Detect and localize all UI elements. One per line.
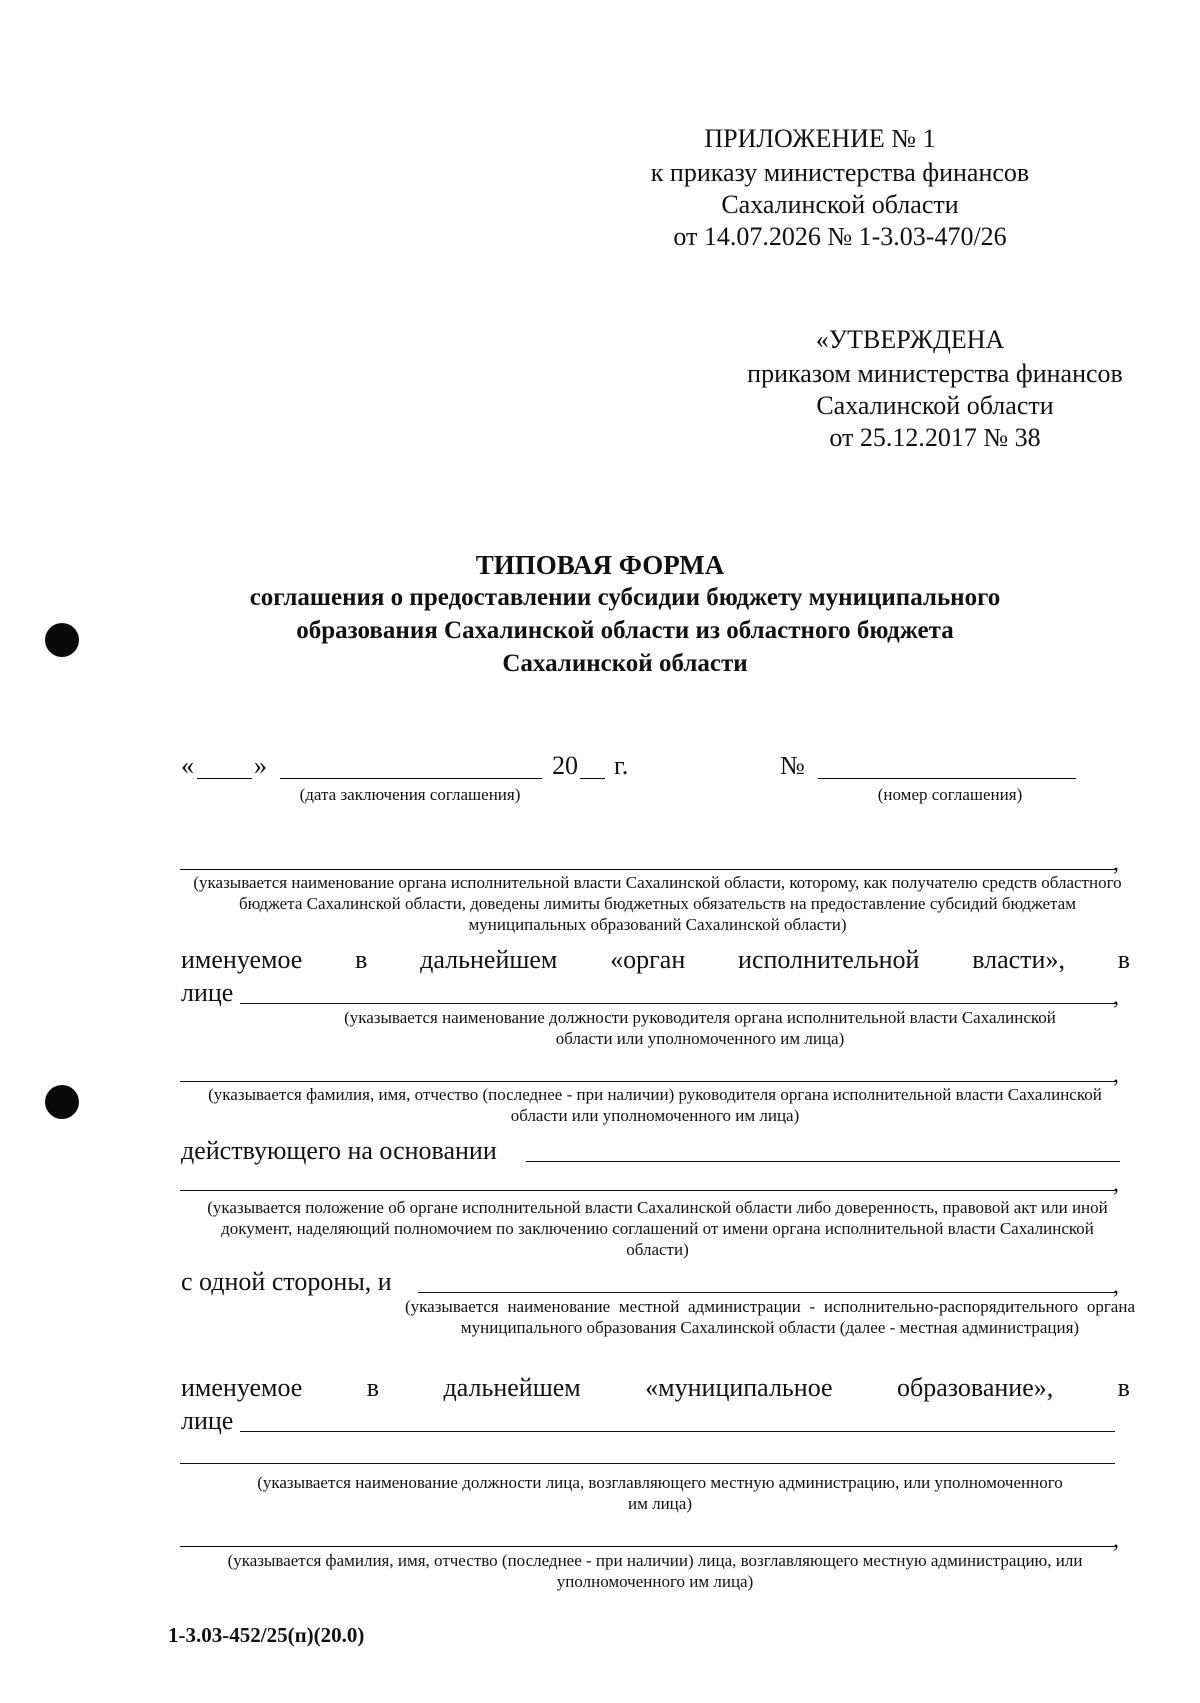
number-sign: № [780,751,805,780]
admin-name-line [418,1292,1115,1293]
form-title: ТИПОВАЯ ФОРМА [475,550,725,580]
named-1-word-5: исполнительной [738,945,920,974]
fio-1-comma: , [1113,1062,1119,1088]
number-field-line [818,778,1076,779]
document-code: 1-3.03-452/25(п)(20.0) [168,1623,365,1647]
one-side-label: с одной стороны, и [181,1267,392,1296]
named-2-word-5: образование», [897,1373,1054,1402]
day-field-line [197,778,252,779]
basis-comma: , [1113,1171,1119,1197]
face-label-2: лице [181,1406,234,1435]
named-2-word-2: в [366,1373,380,1402]
face-2-line [240,1431,1115,1432]
fio-2-comma: , [1113,1527,1119,1553]
named-2-word-3: дальнейшем [443,1373,581,1402]
position-1-caption: (указывается наименование должности руководителя органа исполнительной власти Сахалинской области или уполномоченного им лица) [344,1008,1056,1048]
named-2-word-4: «муниципальное [645,1373,833,1402]
position-1-comma: , [1113,984,1119,1010]
named-1-word-7: в [1117,945,1130,974]
appendix-line-3: от 14.07.2026 № 1-3.03-470/26 [673,222,1007,251]
named-1-word-6: власти», [972,945,1065,974]
form-subtitle-1: соглашения о предоставлении субсидии бюджету муниципального [249,584,1001,611]
form-subtitle-2: образования Сахалинской области из областного бюджета [296,617,954,644]
position-2-caption: (указывается наименование должности лица, возглавляющего местную администрацию, или уполномоченного им лица) [257,1473,1063,1513]
year-prefix: 20 [552,751,578,780]
org-name-comma: , [1113,850,1119,876]
named-1-word-4: «орган [610,945,686,974]
date-open-quote: « [181,751,194,780]
acting-basis-line [526,1161,1120,1162]
approved-line-3: от 25.12.2017 № 38 [829,423,1041,452]
approved-line-2: Сахалинской области [816,391,1054,420]
named-row-1 [181,945,1130,975]
face-label-1: лице [181,978,234,1007]
fio-1-caption: (указывается фамилия, имя, отчество (последнее - при наличии) руководителя органа исполнительной власти Сахалинской области или уполномоченного им лица) [208,1085,1102,1125]
fio-2-caption: (указывается фамилия, имя, отчество (последнее - при наличии) лица, возглавляющего местную администрацию, или уполномоченного им лица) [227,1551,1083,1591]
named-1-word-2: в [355,945,368,974]
named-2-word-1: именуемое [181,1373,303,1402]
appendix-line-2: Сахалинской области [721,190,959,219]
position-1-line [240,1003,1115,1004]
admin-name-caption: (указывается наименование местной администрации - исполнительно-распорядительного органа муниципального образования Сахалинской области (далее - местная администрация) [405,1297,1135,1337]
punch-hole-bottom [45,1085,79,1119]
year-field-line [580,778,605,779]
year-suffix: г. [614,751,629,780]
org-name-caption: (указывается наименование органа исполнительной власти Сахалинской области, которому, как получателю средств областного бюджета Сахалинской области, доведены лимиты бюджетных обязательств на предоставление субсидий бюджетам муниципальных образований Сахалинской области) [193,873,1122,934]
appendix-title: ПРИЛОЖЕНИЕ № 1 [704,124,936,153]
fio-2-line [180,1546,1115,1547]
number-caption: (номер соглашения) [877,785,1023,804]
named-row-2 [181,1373,1130,1403]
named-1-word-3: дальнейшем [420,945,558,974]
named-2-word-6: в [1117,1373,1130,1402]
position-2-line [180,1463,1115,1464]
month-field-line [280,778,542,779]
org-name-line [180,869,1115,870]
form-subtitle-3: Сахалинской области [502,650,748,677]
basis-caption: (указывается положение об органе исполнительной власти Сахалинской области либо доверенность, правовой акт или иной документ, наделяющий полномочием по заключению соглашений от имени органа исполнительной власти Сахалинской области) [207,1198,1108,1259]
appendix-line-1: к приказу министерства финансов [650,158,1030,187]
admin-name-comma: , [1113,1273,1119,1299]
basis-line [180,1190,1115,1191]
date-close-quote: » [254,751,267,780]
acting-label: действующего на основании [181,1136,497,1165]
punch-hole-top [45,623,79,657]
fio-1-line [180,1081,1115,1082]
approved-title: «УТВЕРЖДЕНА [815,325,1005,354]
approved-line-1: приказом министерства финансов [747,359,1123,388]
date-caption: (дата заключения соглашения) [299,785,521,804]
named-1-word-1: именуемое [181,945,303,974]
